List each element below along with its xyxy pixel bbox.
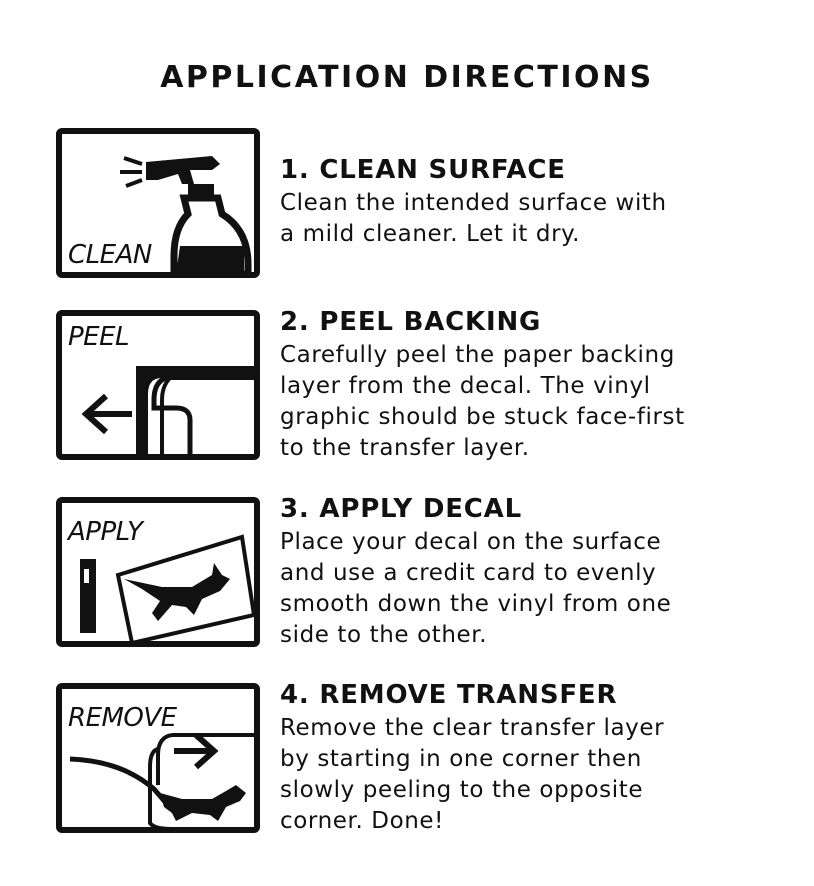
step-title: 4. REMOVE TRANSFER: [280, 680, 618, 710]
step-icon-box: [56, 497, 260, 647]
step-body: Remove the clear transfer layer by starting in one corner then slowly peeling to the opposite corner. Done!: [280, 715, 665, 834]
step-title: 3. APPLY DECAL: [280, 494, 522, 524]
step-peel: [56, 307, 776, 470]
step-icon-box: [56, 310, 260, 460]
step-body: Place your decal on the surface and use a credit card to evenly smooth down the vinyl from one side to the other.: [280, 529, 672, 648]
page-title: APPLICATION DIRECTIONS: [160, 60, 654, 95]
step-remove: [56, 680, 776, 843]
icon-label: CLEAN: [68, 240, 152, 270]
step-icon-box: [56, 683, 260, 833]
step-apply: [56, 494, 776, 657]
step-title: 1. CLEAN SURFACE: [280, 155, 566, 185]
step-title: 2. PEEL BACKING: [280, 307, 542, 337]
step-body: Clean the intended surface with a mild cleaner. Let it dry.: [280, 190, 667, 247]
step-icon-box: [56, 128, 260, 278]
icon-label: APPLY: [68, 517, 143, 547]
step-clean: [56, 128, 776, 288]
icon-label: REMOVE: [68, 703, 177, 733]
step-body: Carefully peel the paper backing layer from the decal. The vinyl graphic should be stuck face-first to the transfer layer.: [280, 342, 685, 461]
icon-label: PEEL: [68, 322, 130, 352]
